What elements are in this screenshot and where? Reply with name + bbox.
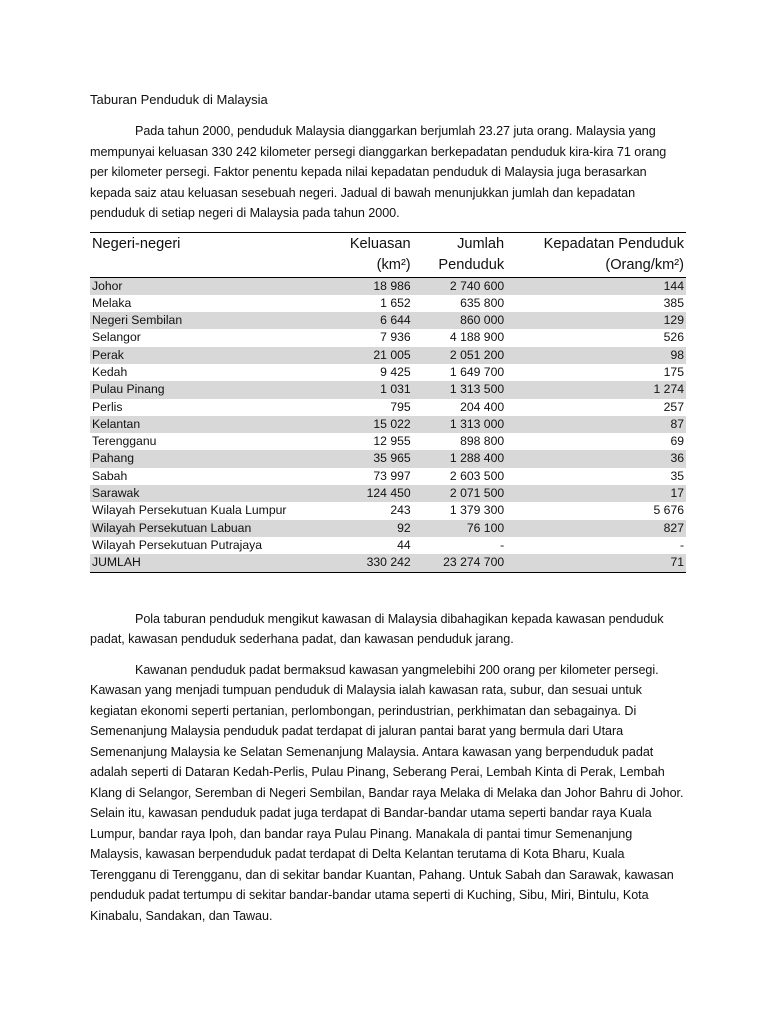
cell-area: 1 031 [323, 381, 412, 398]
cell-population: 2 740 600 [413, 277, 506, 295]
table-row [90, 277, 686, 295]
cell-density: 5 676 [653, 503, 684, 518]
cell-density: 257 [663, 399, 684, 414]
cell-state: Wilayah Persekutuan Putrajaya [92, 537, 263, 552]
table-row [90, 433, 686, 450]
cell-area: 35 965 [323, 450, 412, 467]
header-density: Kepadatan Penduduk (Orang/km²) [506, 232, 686, 277]
cell-area: 44 [397, 537, 411, 552]
header-area: Keluasan (km²) [323, 232, 412, 277]
table-row [90, 537, 686, 554]
cell-state: JUMLAH [90, 554, 323, 572]
cell-state: Kedah [92, 364, 128, 379]
table-row [90, 399, 686, 416]
cell-population: 1 313 500 [413, 381, 506, 398]
cell-area: 124 450 [323, 485, 412, 502]
cell-area: 7 936 [380, 330, 411, 345]
cell-population: 2 051 200 [413, 347, 506, 364]
cell-population: 1 649 700 [449, 364, 505, 379]
cell-area: 21 005 [323, 347, 412, 364]
cell-population: 23 274 700 [413, 554, 506, 572]
cell-area: 795 [390, 399, 411, 414]
cell-state: Wilayah Persekutuan Kuala Lumpur [92, 503, 287, 518]
cell-population: 76 100 [413, 520, 506, 537]
cell-state: Kelantan [90, 416, 323, 433]
cell-density: 71 [506, 554, 686, 572]
cell-state: Negeri Sembilan [90, 312, 323, 329]
cell-density: 129 [506, 312, 686, 329]
cell-state: Pulau Pinang [90, 381, 323, 398]
cell-state: Johor [90, 277, 323, 295]
cell-population: 2 071 500 [413, 485, 506, 502]
cell-population: 860 000 [413, 312, 506, 329]
cell-area: 6 644 [323, 312, 412, 329]
cell-area: 73 997 [373, 468, 411, 483]
dense-area-paragraph: Kawanan penduduk padat bermaksud kawasan yangmelebihi 200 orang per kilometer persegi. Kawasan yang menjadi tumpuan penduduk di Malaysia ialah kawasan rata, subur, dan sesuai untuk kegiatan ekonomi seperti pertanian, perlombongan, perindustrian, perkhimatan dan sebagainya. Di Semenanjung Malaysia penduduk padat terdapat di jaluran pantai barat yang bermula dari Utara Semenanjung Malaysia ke Selatan Semenanjung Malaysia. Antara kawasan yang berpenduduk padat adalah seperti di Dataran Kedah-Perlis, Pulau Pinang, Seberang Perai, Lembah Kinta di Perak, Lembah Klang di Selangor, Seremban di Negeri Sembilan, Bandar raya Melaka di Melaka dan Johor Bahru di Johor. Selain itu, kawasan penduduk padat juga terdapat di Bandar-bandar utama seperti bandar raya Kuala Lumpur, bandar raya Ipoh, dan bandar raya Pulau Pinang. Manakala di pantai timur Semenanjung Malaysis, kawasan berpenduduk padat terdapat di Delta Kelantan terutama di Kota Bharu, Kuala Terengganu di Terengganu, dan di sekitar bandar Kuantan, Pahang. Untuk Sabah dan Sarawak, kawasan penduduk padat tertumpu di sekitar bandar-bandar utama seperti di Kuching, Sibu, Miri, Bintulu, Kota Kinabalu, Sandakan, dan Tawau. [90, 662, 684, 923]
table-row [90, 295, 686, 312]
cell-state: Sabah [92, 468, 128, 483]
cell-population: 635 800 [460, 295, 505, 310]
cell-density: 87 [506, 416, 686, 433]
cell-area: 1 652 [380, 295, 411, 310]
cell-density: 98 [506, 347, 686, 364]
cell-population: 1 379 300 [449, 503, 505, 518]
cell-population: 204 400 [460, 399, 505, 414]
cell-state: Wilayah Persekutuan Labuan [90, 520, 323, 537]
cell-state: Sarawak [90, 485, 323, 502]
cell-area: 15 022 [323, 416, 412, 433]
cell-state: Selangor [92, 330, 141, 345]
cell-population: - [500, 537, 505, 552]
cell-density: 36 [506, 450, 686, 467]
table-row [90, 502, 686, 519]
cell-area: 18 986 [323, 277, 412, 295]
cell-population: 1 313 000 [413, 416, 506, 433]
page-title: Taburan Penduduk di Malaysia [90, 92, 268, 107]
cell-state: Perak [90, 347, 323, 364]
cell-area: 92 [323, 520, 412, 537]
header-state: Negeri-negeri [90, 232, 323, 277]
table-row [90, 329, 686, 346]
cell-density: 69 [670, 434, 684, 449]
table-row [90, 381, 686, 398]
cell-density: 526 [663, 330, 684, 345]
cell-density: 17 [506, 485, 686, 502]
population-table [90, 232, 686, 573]
cell-density: 175 [663, 364, 684, 379]
cell-population: 898 800 [460, 434, 505, 449]
table-row [90, 364, 686, 381]
cell-area: 330 242 [323, 554, 412, 572]
cell-state: Pahang [90, 450, 323, 467]
cell-state: Melaka [92, 295, 132, 310]
table-row [90, 416, 686, 433]
table-row [90, 450, 686, 467]
table-row [90, 468, 686, 485]
cell-area: 12 955 [373, 434, 411, 449]
cell-population: 4 188 900 [449, 330, 505, 345]
intro-paragraph: Pada tahun 2000, penduduk Malaysia dianggarkan berjumlah 23.27 juta orang. Malaysia yang mempunyai keluasan 330 242 kilometer persegi dianggarkan berkepadatan penduduk kira-kira 71 orang per kilometer persegi. Faktor penentu kepada nilai kepadatan penduduk di Malaysia juga berasarkan kepada saiz atau keluasan sesebuah negeri. Jadual di bawah menunjukkan jumlah dan kepadatan penduduk di setiap negeri di Malaysia pada tahun 2000. [90, 124, 667, 220]
table-header-row [90, 232, 686, 277]
cell-density: 1 274 [506, 381, 686, 398]
cell-state: Perlis [92, 399, 123, 414]
cell-density: - [679, 537, 684, 552]
table-row [90, 520, 686, 537]
cell-density: 385 [663, 295, 684, 310]
cell-density: 144 [506, 277, 686, 295]
table-row [90, 312, 686, 329]
header-population: Jumlah Penduduk [413, 232, 506, 277]
table-row [90, 485, 686, 502]
distribution-paragraph: Pola taburan penduduk mengikut kawasan di Malaysia dibahagikan kepada kawasan penduduk padat, kawasan penduduk sederhana padat, dan kawasan penduduk jarang. [90, 611, 664, 647]
cell-population: 1 288 400 [413, 450, 506, 467]
cell-density: 35 [670, 468, 684, 483]
cell-area: 243 [390, 503, 411, 518]
table-row [90, 554, 686, 572]
cell-density: 827 [506, 520, 686, 537]
cell-population: 2 603 500 [449, 468, 505, 483]
cell-area: 9 425 [380, 364, 411, 379]
document-page [90, 92, 686, 926]
table-row [90, 347, 686, 364]
cell-state: Terengganu [92, 434, 157, 449]
